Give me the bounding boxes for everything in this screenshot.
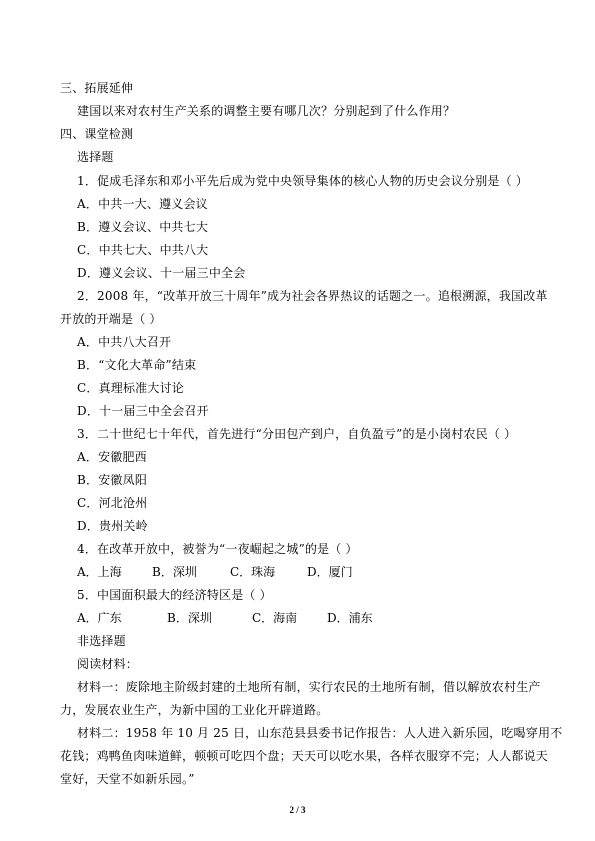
material-2-line-1: 材料二：1958 年 10 月 25 日，山东范县县委书记作报告：人人进入新乐园，吃喝穿用不 [77, 726, 563, 740]
page-number: 2 / 3 [289, 805, 306, 815]
question-1-stem: 1．促成毛泽东和邓小平先后成为党中央领导集体的核心人物的历史会议分别是（ ） [77, 174, 529, 188]
extension-question: 建国以来对农村生产关系的调整主要有哪几次？分别起到了什么作用？ [77, 104, 456, 118]
question-1-option-a: A．中共一大、遵义会议 [77, 197, 208, 211]
question-2-stem-cont: 开放的开端是（ ） [60, 312, 162, 326]
question-2-stem: 2．2008 年，“改革开放三十周年”成为社会各界热议的话题之一。追根溯源，我国改革 [77, 289, 548, 303]
question-5-options [77, 610, 437, 626]
question-1-option-d: D．遵义会议、十一届三中全会 [77, 266, 246, 280]
question-4-stem: 4．在改革开放中，被誉为“一夜崛起之城”的是（ ） [77, 542, 358, 556]
question-2-option-a: A．中共八大召开 [77, 335, 172, 349]
material-1-line-2: 力，发展农业生产，为新中国的工业化开辟道路。 [60, 703, 329, 717]
section-heading-extension: 三、拓展延伸 [60, 81, 134, 95]
question-5-option-c: C．海南 [252, 611, 298, 625]
question-3-option-b: B．安徽凤阳 [77, 473, 148, 487]
question-4-option-d: D．厦门 [307, 565, 353, 579]
question-5-option-b: B．深圳 [167, 611, 212, 625]
question-4-option-a: A．上海 [77, 565, 122, 579]
section-heading-test: 四、课堂检测 [60, 127, 134, 141]
question-4-option-b: B．深圳 [152, 565, 197, 579]
question-4-option-c: C．珠海 [230, 565, 276, 579]
question-2-option-d: D．十一届三中全会召开 [77, 404, 209, 418]
question-3-stem: 3．二十世纪七十年代，首先进行“分田包产到户，自负盈亏”的是小岗村农民（ ） [77, 427, 517, 441]
material-1-line-1: 材料一：废除地主阶级封建的土地所有制，实行农民的土地所有制，借以解放农村生产 [77, 680, 541, 694]
question-1-option-b: B．遵义会议、中共七大 [77, 220, 209, 234]
question-2-option-b: B．“文化大革命”结束 [77, 358, 197, 372]
nonchoice-heading: 非选择题 [77, 634, 126, 648]
question-3-option-c: C．河北沧州 [77, 496, 148, 510]
question-3-option-d: D．贵州关岭 [77, 519, 148, 533]
question-5-option-a: A．广东 [77, 611, 122, 625]
material-2-line-2: 花钱；鸡鸭鱼肉味道鲜，顿顿可吃四个盘；天天可以吃水果，各样衣服穿不完；人人都说天 [60, 749, 549, 763]
question-4-options [77, 564, 417, 580]
question-5-stem: 5．中国面积最大的经济特区是（ ） [77, 588, 272, 602]
question-1-option-c: C．中共七大、中共八大 [77, 243, 209, 257]
choice-heading: 选择题 [77, 150, 114, 164]
question-3-option-a: A．安徽肥西 [77, 450, 147, 464]
material-2-line-3: 堂好，天堂不如新乐园。” [60, 772, 195, 786]
reading-heading: 阅读材料： [77, 657, 139, 671]
question-5-option-d: D．浦东 [327, 611, 373, 625]
question-2-option-c: C．真理标准大讨论 [77, 381, 184, 395]
